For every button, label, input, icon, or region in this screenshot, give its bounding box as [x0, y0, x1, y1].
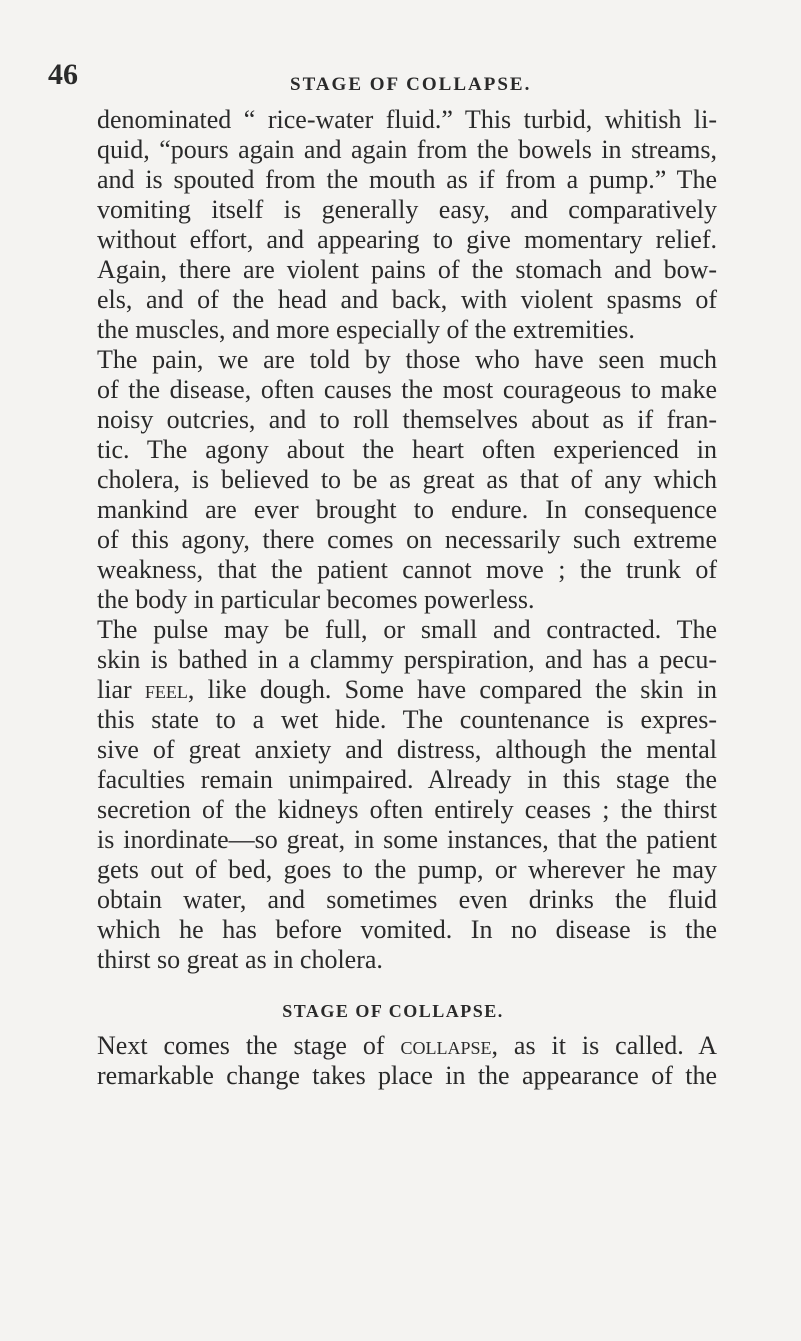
text-line: is inordinate—so great, in some instances, that the patient	[97, 825, 717, 854]
running-head: STAGE OF COLLAPSE.	[290, 74, 532, 95]
text-line: The pain, we are told by those who have seen much	[97, 345, 717, 374]
text-line: noisy outcries, and to roll themselves about as if fran-	[97, 405, 717, 434]
text-line: remarkable change takes place in the appearance of the	[97, 1061, 717, 1090]
text-line: this state to a wet hide. The countenance is expres-	[97, 705, 717, 734]
small-caps-term: feel	[144, 675, 188, 704]
paragraph-3	[97, 615, 717, 975]
text-line: without effort, and appearing to give momentary relief.	[97, 225, 717, 254]
text-line: thirst so great as in cholera.	[97, 945, 383, 974]
text-line: obtain water, and sometimes even drinks the fluid	[97, 885, 717, 914]
text-line: gets out of bed, goes to the pump, or wherever he may	[97, 855, 717, 884]
text-line: the body in particular becomes powerless.	[97, 585, 535, 614]
page-number: 46	[48, 58, 78, 91]
section-heading: STAGE OF COLLAPSE.	[282, 1001, 504, 1021]
text-line: weakness, that the patient cannot move ; the trunk of	[97, 555, 717, 584]
text-line: Again, there are violent pains of the stomach and bow-	[97, 255, 717, 284]
text-line: quid, “pours again and again from the bowels in streams,	[97, 135, 717, 164]
text-span: liar	[97, 675, 145, 704]
text-line: which he has before vomited. In no disease is the	[97, 915, 717, 944]
text-line: skin is bathed in a clammy perspiration, and has a pecu-	[97, 645, 717, 674]
text-span: , like dough. Some have compared the skin in	[187, 675, 718, 704]
text-span: Next comes the stage of	[97, 1031, 401, 1060]
text-line	[97, 675, 717, 705]
text-line: of the disease, often causes the most courageous to make	[97, 375, 717, 404]
body-text	[97, 105, 717, 1091]
text-line: faculties remain unimpaired. Already in this stage the	[97, 765, 717, 794]
text-line: secretion of the kidneys often entirely ceases ; the thirst	[97, 795, 717, 824]
text-line: denominated “ rice-water fluid.” This turbid, whitish li-	[97, 105, 717, 134]
small-caps-term: collapse	[400, 1031, 492, 1060]
text-line: els, and of the head and back, with violent spasms of	[97, 285, 717, 314]
paragraph-2	[97, 345, 717, 615]
text-line: The pulse may be full, or small and contracted. The	[97, 615, 717, 644]
text-line: vomiting itself is generally easy, and comparatively	[97, 195, 717, 224]
text-line: the muscles, and more especially of the extremities.	[97, 315, 635, 344]
text-line: mankind are ever brought to endure. In consequence	[97, 495, 717, 524]
text-span: , as it is called. A	[491, 1031, 717, 1060]
text-line: sive of great anxiety and distress, although the mental	[97, 735, 717, 764]
text-line: cholera, is believed to be as great as that of any which	[97, 465, 717, 494]
paragraph-4	[97, 1031, 717, 1091]
paragraph-1	[97, 105, 717, 345]
text-line: and is spouted from the mouth as if from a pump.” The	[97, 165, 717, 194]
text-line: of this agony, there comes on necessarily such extreme	[97, 525, 717, 554]
text-line: tic. The agony about the heart often experienced in	[97, 435, 717, 464]
text-line	[97, 1031, 717, 1061]
